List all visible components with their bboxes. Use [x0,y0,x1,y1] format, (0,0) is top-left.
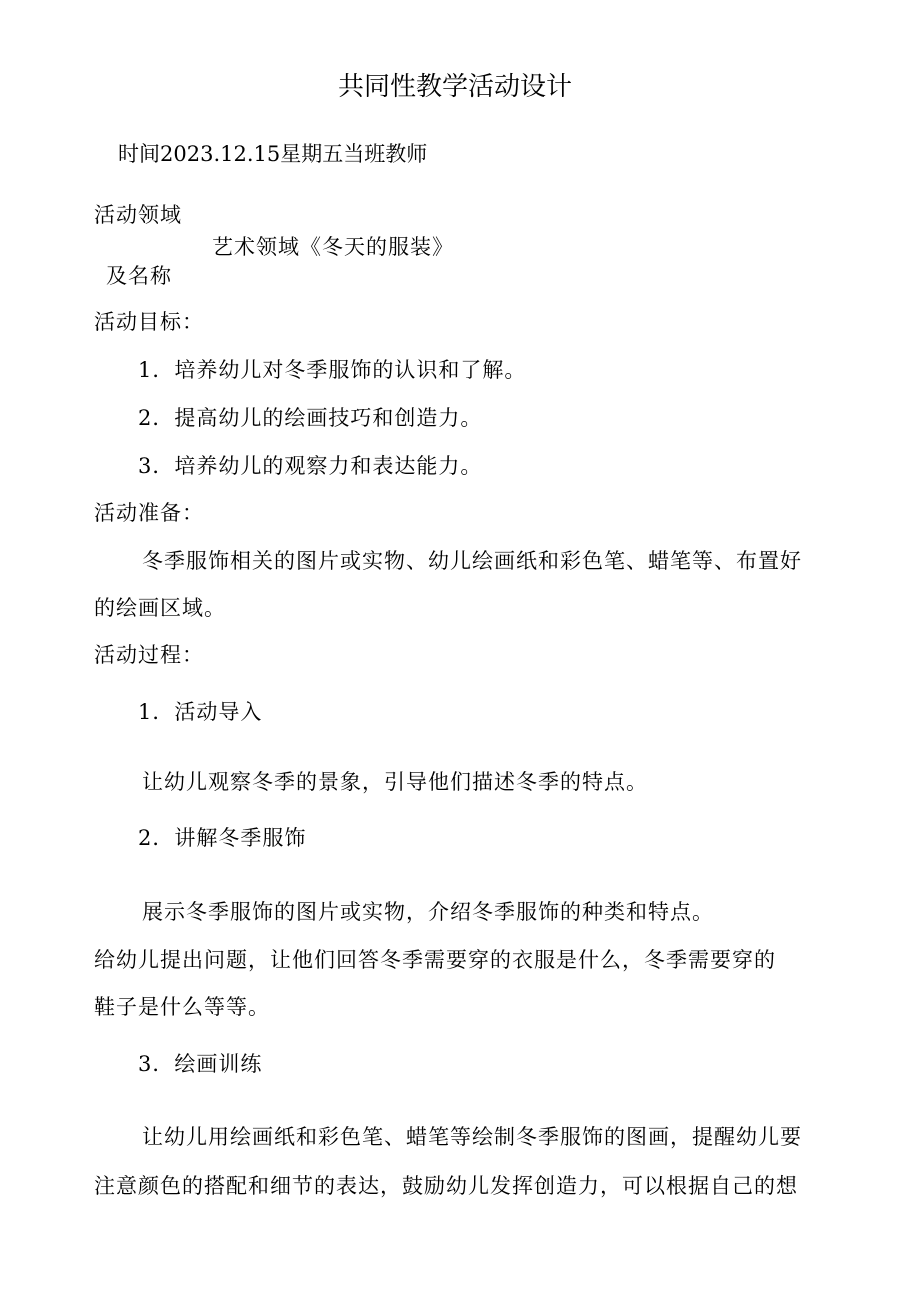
preparation-line-2: 的绘画区域。 [94,596,226,620]
process-heading: 活动过程： [94,643,204,667]
step3-line-1: 让幼儿用绘画纸和彩色笔、蜡笔等绘制冬季服饰的图画，提醒幼儿要 [142,1125,802,1149]
objective-item-2: 2．提高幼儿的绘画技巧和创造力。 [138,406,483,430]
preparation-heading: 活动准备： [94,501,204,525]
objective-item-3: 3．培养幼儿的观察力和表达能力。 [138,454,483,478]
step2-title: 2．讲解冬季服饰 [138,826,307,850]
step1-text: 让幼儿观察冬季的景象，引导他们描述冬季的特点。 [142,770,648,794]
objective-item-1: 1．培养幼儿对冬季服饰的认识和了解。 [138,358,527,382]
step1-title: 1．活动导入 [138,700,263,724]
step2-line-1: 展示冬季服饰的图片或实物，介绍冬季服饰的种类和特点。 [142,900,714,924]
domain-value: 艺术领域《冬天的服装》 [212,235,454,259]
objectives-heading: 活动目标： [94,310,204,334]
step2-line-2: 给幼儿提出问题，让他们回答冬季需要穿的衣服是什么，冬季需要穿的 [94,948,776,972]
domain-label-line1: 活动领域 [94,203,182,227]
step2-line-3: 鞋子是什么等等。 [94,995,270,1019]
domain-label-line2: 及名称 [106,264,172,288]
step3-title: 3．绘画训练 [138,1052,263,1076]
document-title: 共同性教学活动设计 [338,72,573,102]
preparation-line-1: 冬季服饰相关的图片或实物、幼儿绘画纸和彩色笔、蜡笔等、布置好 [142,549,802,573]
step3-line-2: 注意颜色的搭配和细节的表达，鼓励幼儿发挥创造力，可以根据自己的想 [94,1174,798,1198]
time-line: 时间2023.12.15星期五当班教师 [118,142,428,166]
